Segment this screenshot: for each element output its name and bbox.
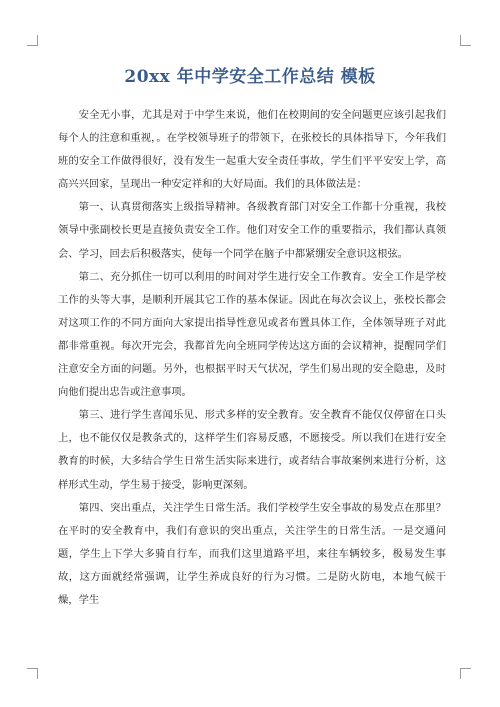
document-title: 20xx 年中学安全工作总结 模板 — [124, 67, 376, 87]
paragraph-first-point: 第一、认真贯彻落实上级指导精神。各级教育部门对安全工作都十分重视，我校领导中张副校长更是直接负责安全工作。他们对安全工作的重要指示，我们都认真领会、学习，回去后积极落实，使每一个同学在脑子中都紧绷安全意识这根弦。 — [58, 201, 446, 260]
crop-mark-bottom-right — [460, 668, 471, 679]
paragraph-third-point: 第三、进行学生喜闻乐见、形式多样的安全教育。安全教育不能仅仅停留在口头上，也不能仅仅是教条式的，这样学生们容易反感，不愿接受。所以我们在进行安全教育的时候，大多结合学生日常生活实际来进行，或者结合事故案例来进行分析，这样形式生动，学生易于接受，影响更深刻。 — [58, 409, 446, 491]
paragraph-second-point: 第二、充分抓住一切可以利用的时间对学生进行安全工作教育。安全工作是学校工作的头等大事，是顺利开展其它工作的基本保证。因此在每次会议上，张校长都会对这项工作的不同方面向大家提出指导性意见或者布置具体工作，全体领导班子对此都非常重视。每次开完会，我都首先向全班同学传达这方面的会议精神，提醒同学们注意安全方面的问题。另外，也根据平时天气状况，学生们易出现的安全隐患，及时向他们提出忠告或注意事项。 — [58, 270, 446, 399]
crop-mark-bottom-left — [27, 668, 38, 679]
paragraph-fourth-point: 第四、突出重点，关注学生日常生活。我们学校学生安全事故的易发点在那里？在平时的安全教育中，我们有意识的突出重点，关注学生的日常生活。一是交通问题，学生上下学大多骑自行车，而我们这里道路平坦，来往车辆较多，极易发生事故，这方面就经常强调，让学生养成良好的行为习惯。二是防火防电，本地气候干燥，学生 — [58, 501, 446, 606]
paragraph-intro: 安全无小事，尤其是对于中学生来说，他们在校期间的安全问题更应该引起我们每个人的注意和重视，。在学校领导班子的带领下，在张校长的具体指导下，今年我们班的安全工作做得很好，没有发生一起重大安全责任事故，学生们平平安安上学，高高兴兴回家，呈现出一种安定祥和的大好局面。我们的具体做法是： — [58, 109, 446, 191]
crop-mark-top-right — [460, 35, 471, 46]
crop-mark-top-left — [27, 35, 38, 46]
document-body — [58, 104, 446, 612]
